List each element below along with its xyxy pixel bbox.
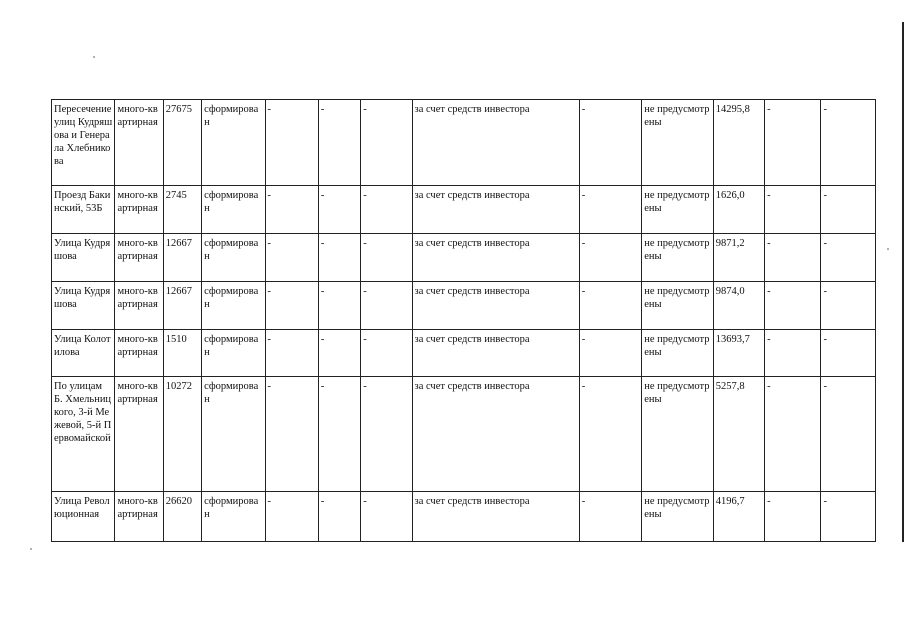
type-cell: много-квартирная	[115, 492, 163, 542]
area-cell: 9871,2	[713, 234, 764, 282]
funding-cell: за счет средств инвестора	[412, 234, 579, 282]
provision-cell: не предусмотрены	[642, 377, 714, 492]
provision-cell: не предусмотрены	[642, 492, 714, 542]
address-cell: Улица Кудряшова	[52, 282, 115, 330]
dash-cell: -	[765, 492, 821, 542]
type-cell: много-квартирная	[115, 186, 163, 234]
address-cell: Улица Революционная	[52, 492, 115, 542]
dash-cell: -	[765, 282, 821, 330]
type-cell: много-квартирная	[115, 282, 163, 330]
number-cell: 12667	[163, 234, 201, 282]
status-cell: сформирован	[202, 234, 265, 282]
table-row	[52, 186, 876, 234]
number-cell: 1510	[163, 330, 201, 377]
funding-cell: за счет средств инвестора	[412, 377, 579, 492]
table-row	[52, 492, 876, 542]
type-cell: много-квартирная	[115, 377, 163, 492]
status-cell: сформирован	[202, 330, 265, 377]
funding-cell: за счет средств инвестора	[412, 186, 579, 234]
dash-cell: -	[821, 492, 876, 542]
dash-cell: -	[318, 100, 360, 186]
dash-cell: -	[579, 186, 641, 234]
dash-cell: -	[318, 234, 360, 282]
dash-cell: -	[765, 186, 821, 234]
dash-cell: -	[318, 330, 360, 377]
dash-cell: -	[579, 282, 641, 330]
dash-cell: -	[765, 100, 821, 186]
address-cell: Проезд Бакинский, 53Б	[52, 186, 115, 234]
provision-cell: не предусмотрены	[642, 282, 714, 330]
type-cell: много-квартирная	[115, 100, 163, 186]
scan-speck	[887, 248, 889, 250]
dash-cell: -	[821, 330, 876, 377]
dash-cell: -	[265, 234, 318, 282]
dash-cell: -	[821, 100, 876, 186]
scan-speck	[30, 548, 32, 550]
dash-cell: -	[765, 330, 821, 377]
dash-cell: -	[361, 377, 412, 492]
dash-cell: -	[821, 282, 876, 330]
document-table	[51, 99, 876, 542]
funding-cell: за счет средств инвестора	[412, 330, 579, 377]
area-cell: 9874,0	[713, 282, 764, 330]
number-cell: 2745	[163, 186, 201, 234]
dash-cell: -	[361, 282, 412, 330]
funding-cell: за счет средств инвестора	[412, 282, 579, 330]
address-cell: Улица Колотилова	[52, 330, 115, 377]
funding-cell: за счет средств инвестора	[412, 492, 579, 542]
area-cell: 1626,0	[713, 186, 764, 234]
number-cell: 27675	[163, 100, 201, 186]
dash-cell: -	[579, 100, 641, 186]
number-cell: 10272	[163, 377, 201, 492]
dash-cell: -	[361, 492, 412, 542]
dash-cell: -	[265, 330, 318, 377]
dash-cell: -	[361, 234, 412, 282]
type-cell: много-квартирная	[115, 234, 163, 282]
table-row	[52, 234, 876, 282]
dash-cell: -	[361, 186, 412, 234]
status-cell: сформирован	[202, 186, 265, 234]
status-cell: сформирован	[202, 377, 265, 492]
status-cell: сформирован	[202, 100, 265, 186]
dash-cell: -	[579, 234, 641, 282]
status-cell: сформирован	[202, 492, 265, 542]
dash-cell: -	[265, 186, 318, 234]
scan-speck	[93, 56, 95, 58]
dash-cell: -	[265, 100, 318, 186]
address-cell: Пересечение улиц Кудряшова и Генерала Хлебникова	[52, 100, 115, 186]
dash-cell: -	[265, 492, 318, 542]
dash-cell: -	[579, 330, 641, 377]
provision-cell: не предусмотрены	[642, 330, 714, 377]
dash-cell: -	[318, 186, 360, 234]
area-cell: 5257,8	[713, 377, 764, 492]
dash-cell: -	[361, 330, 412, 377]
dash-cell: -	[821, 186, 876, 234]
address-cell: Улица Кудряшова	[52, 234, 115, 282]
status-cell: сформирован	[202, 282, 265, 330]
funding-cell: за счет средств инвестора	[412, 100, 579, 186]
provision-cell: не предусмотрены	[642, 186, 714, 234]
type-cell: много-квартирная	[115, 330, 163, 377]
provision-cell: не предусмотрены	[642, 100, 714, 186]
area-cell: 14295,8	[713, 100, 764, 186]
page-edge-line	[902, 22, 904, 542]
table-row	[52, 377, 876, 492]
dash-cell: -	[318, 377, 360, 492]
area-cell: 4196,7	[713, 492, 764, 542]
dash-cell: -	[821, 234, 876, 282]
dash-cell: -	[318, 492, 360, 542]
dash-cell: -	[765, 377, 821, 492]
dash-cell: -	[318, 282, 360, 330]
number-cell: 26620	[163, 492, 201, 542]
number-cell: 12667	[163, 282, 201, 330]
dash-cell: -	[821, 377, 876, 492]
dash-cell: -	[579, 492, 641, 542]
area-cell: 13693,7	[713, 330, 764, 377]
dash-cell: -	[265, 282, 318, 330]
dash-cell: -	[579, 377, 641, 492]
address-cell: По улицам Б. Хмельницкого, 3-й Межевой, 5-й Первомайской	[52, 377, 115, 492]
dash-cell: -	[265, 377, 318, 492]
table-row	[52, 330, 876, 377]
table-row	[52, 282, 876, 330]
provision-cell: не предусмотрены	[642, 234, 714, 282]
table-row	[52, 100, 876, 186]
dash-cell: -	[765, 234, 821, 282]
dash-cell: -	[361, 100, 412, 186]
